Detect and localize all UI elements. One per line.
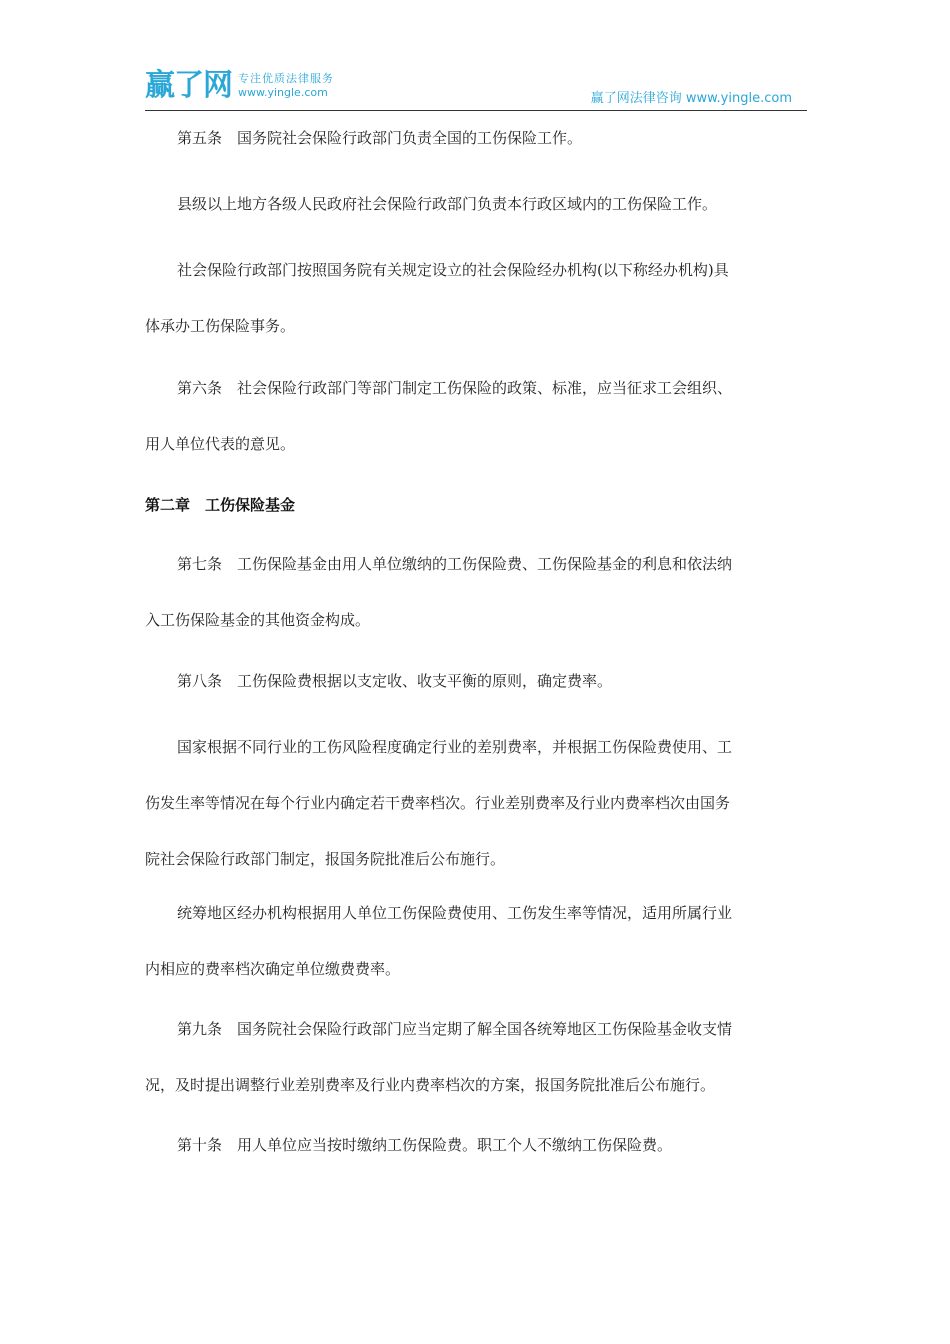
logo-url: www.yingle.com bbox=[238, 86, 328, 99]
article-10 bbox=[145, 1117, 805, 1173]
article-5-local bbox=[145, 176, 805, 232]
logo-text bbox=[238, 72, 334, 100]
article-7 bbox=[145, 536, 805, 648]
logo-slogan: 专注优质法律服务 bbox=[238, 72, 334, 85]
paragraph-line: 社会保险行政部门按照国务院有关规定设立的社会保险经办机构(以下称经办机构)具 bbox=[177, 261, 729, 279]
paragraph-line: 体承办工伤保险事务。 bbox=[145, 317, 296, 335]
paragraph-line: 第六条 社会保险行政部门等部门制定工伤保险的政策、标准，应当征求工会组织、 bbox=[177, 379, 733, 397]
paragraph-line: 入工伤保险基金的其他资金构成。 bbox=[145, 611, 371, 629]
logo-mark: 赢了网 bbox=[145, 68, 232, 103]
article-5-agency bbox=[145, 242, 805, 354]
paragraph-line: 况，及时提出调整行业差别费率及行业内费率档次的方案，报国务院批准后公布施行。 bbox=[145, 1076, 716, 1094]
paragraph-line: 统筹地区经办机构根据用人单位工伤保险费使用、工伤发生率等情况，适用所属行业 bbox=[177, 904, 733, 922]
chapter-2-heading: 第二章 工伤保险基金 bbox=[145, 496, 296, 514]
paragraph-line: 县级以上地方各级人民政府社会保险行政部门负责本行政区域内的工伤保险工作。 bbox=[177, 195, 718, 213]
paragraph-line: 第九条 国务院社会保险行政部门应当定期了解全国各统筹地区工伤保险基金收支情 bbox=[177, 1020, 733, 1038]
header-site-link[interactable]: 赢了网法律咨询 www.yingle.com bbox=[590, 91, 792, 106]
paragraph-line: 内相应的费率档次确定单位缴费费率。 bbox=[145, 960, 401, 978]
paragraph-line: 第十条 用人单位应当按时缴纳工伤保险费。职工个人不缴纳工伤保险费。 bbox=[177, 1136, 673, 1154]
page-header bbox=[145, 60, 807, 111]
paragraph-line: 第八条 工伤保险费根据以支定收、收支平衡的原则，确定费率。 bbox=[177, 672, 613, 690]
paragraph-line: 国家根据不同行业的工伤风险程度确定行业的差别费率，并根据工伤保险费使用、工 bbox=[177, 738, 733, 756]
article-9 bbox=[145, 1001, 805, 1113]
paragraph-line: 院社会保险行政部门制定，报国务院批准后公布施行。 bbox=[145, 850, 506, 868]
paragraph-line: 第五条 国务院社会保险行政部门负责全国的工伤保险工作。 bbox=[177, 129, 583, 147]
paragraph-line: 第七条 工伤保险基金由用人单位缴纳的工伤保险费、工伤保险基金的利息和依法纳 bbox=[177, 555, 733, 573]
article-6 bbox=[145, 360, 805, 472]
article-8 bbox=[145, 653, 805, 709]
article-5 bbox=[145, 110, 805, 166]
paragraph-line: 用人单位代表的意见。 bbox=[145, 435, 296, 453]
paragraph-line: 伤发生率等情况在每个行业内确定若干费率档次。行业差别费率及行业内费率档次由国务 bbox=[145, 794, 731, 812]
article-8-rates bbox=[145, 719, 805, 887]
yingle-logo[interactable] bbox=[145, 66, 334, 106]
article-8-local-rates bbox=[145, 885, 805, 997]
